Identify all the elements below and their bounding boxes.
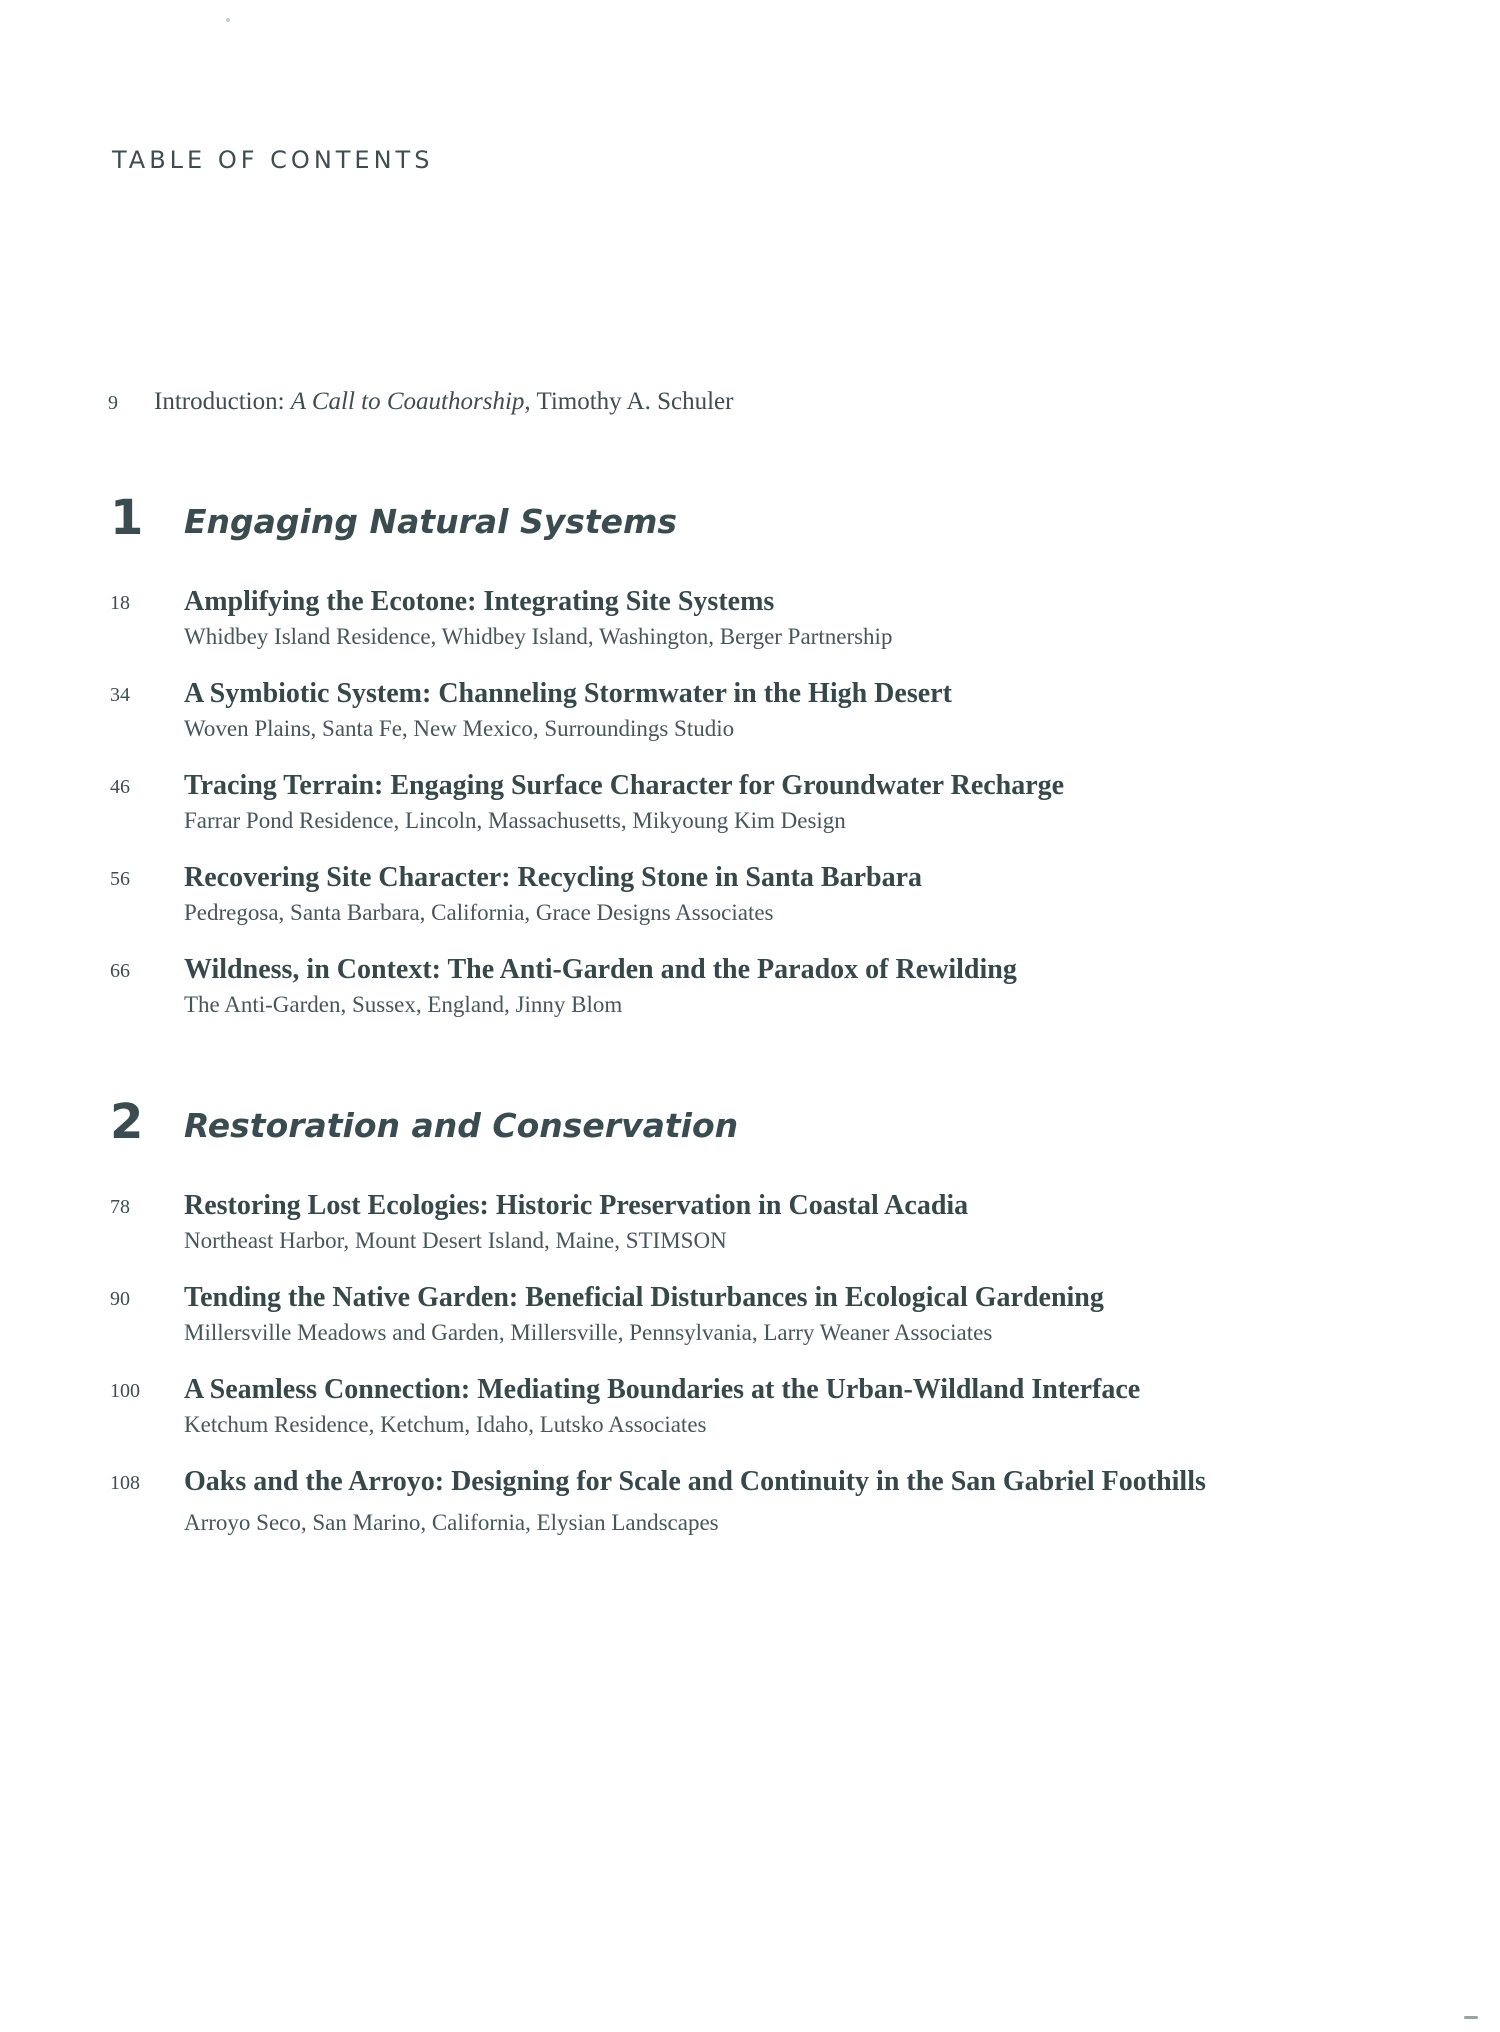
entry-subtitle: Arroyo Seco, San Marino, California, Elysian Landscapes xyxy=(184,1510,719,1535)
toc-entry xyxy=(108,952,1408,1022)
section-title: Engaging Natural Systems xyxy=(184,502,678,541)
intro-page-number: 9 xyxy=(108,392,118,414)
entry-subtitle: Millersville Meadows and Garden, Millersville, Pennsylvania, Larry Weaner Associates xyxy=(184,1320,993,1345)
entry-title: Oaks and the Arroyo: Designing for Scale and Continuity in the San Gabriel Foothills xyxy=(184,1466,1206,1497)
scan-speck xyxy=(226,18,230,22)
entry-title: Tending the Native Garden: Beneficial Disturbances in Ecological Gardening xyxy=(184,1282,1104,1313)
section-heading xyxy=(108,490,1408,556)
entry-title: A Seamless Connection: Mediating Boundaries at the Urban-Wildland Interface xyxy=(184,1374,1141,1405)
entry-page-number: 34 xyxy=(110,684,130,706)
intro-title xyxy=(154,388,733,415)
entry-subtitle: The Anti-Garden, Sussex, England, Jinny Blom xyxy=(184,992,623,1017)
entry-title: Recovering Site Character: Recycling Stone in Santa Barbara xyxy=(184,862,922,893)
entry-subtitle: Woven Plains, Santa Fe, New Mexico, Surroundings Studio xyxy=(184,716,735,741)
section-number: 2 xyxy=(110,1094,144,1150)
entry-subtitle: Northeast Harbor, Mount Desert Island, Maine, STIMSON xyxy=(184,1228,727,1253)
toc-entry xyxy=(108,1280,1408,1350)
entry-page-number: 108 xyxy=(110,1472,140,1494)
toc-entry xyxy=(108,860,1408,930)
toc-entry xyxy=(108,768,1408,838)
entry-page-number: 78 xyxy=(110,1196,130,1218)
entry-subtitle: Farrar Pond Residence, Lincoln, Massachusetts, Mikyoung Kim Design xyxy=(184,808,846,833)
entry-page-number: 90 xyxy=(110,1288,130,1310)
scan-speck xyxy=(1464,2016,1478,2019)
toc-entry xyxy=(108,584,1408,654)
entry-page-number: 46 xyxy=(110,776,130,798)
section-title: Restoration and Conservation xyxy=(184,1106,739,1145)
entry-subtitle: Pedregosa, Santa Barbara, California, Grace Designs Associates xyxy=(184,900,774,925)
entry-subtitle: Ketchum Residence, Ketchum, Idaho, Lutsko Associates xyxy=(184,1412,707,1437)
intro-author: , Timothy A. Schuler xyxy=(524,388,734,415)
entry-subtitle: Whidbey Island Residence, Whidbey Island, Washington, Berger Partnership xyxy=(184,624,893,649)
introduction-entry xyxy=(108,388,733,416)
entry-title: Wildness, in Context: The Anti-Garden and the Paradox of Rewilding xyxy=(184,954,1017,985)
entry-page-number: 66 xyxy=(110,960,130,982)
section-1 xyxy=(108,490,1408,1044)
section-number: 1 xyxy=(110,490,144,546)
section-heading xyxy=(108,1094,1408,1160)
intro-label: Introduction: xyxy=(154,388,291,415)
section-2 xyxy=(108,1094,1408,1568)
intro-italic-title: A Call to Coauthorship xyxy=(290,388,525,415)
entry-title: Restoring Lost Ecologies: Historic Preservation in Coastal Acadia xyxy=(184,1190,969,1221)
entry-page-number: 56 xyxy=(110,868,130,890)
page-title: TABLE OF CONTENTS xyxy=(112,146,434,174)
toc-entry xyxy=(108,1188,1408,1258)
entry-page-number: 18 xyxy=(110,592,130,614)
entry-title: Amplifying the Ecotone: Integrating Site Systems xyxy=(184,586,775,617)
entry-title: A Symbiotic System: Channeling Stormwater in the High Desert xyxy=(184,678,952,709)
entry-title: Tracing Terrain: Engaging Surface Character for Groundwater Recharge xyxy=(184,770,1065,801)
toc-entry xyxy=(108,676,1408,746)
toc-entry xyxy=(108,1464,1408,1546)
entry-page-number: 100 xyxy=(110,1380,140,1402)
toc-entry xyxy=(108,1372,1408,1442)
